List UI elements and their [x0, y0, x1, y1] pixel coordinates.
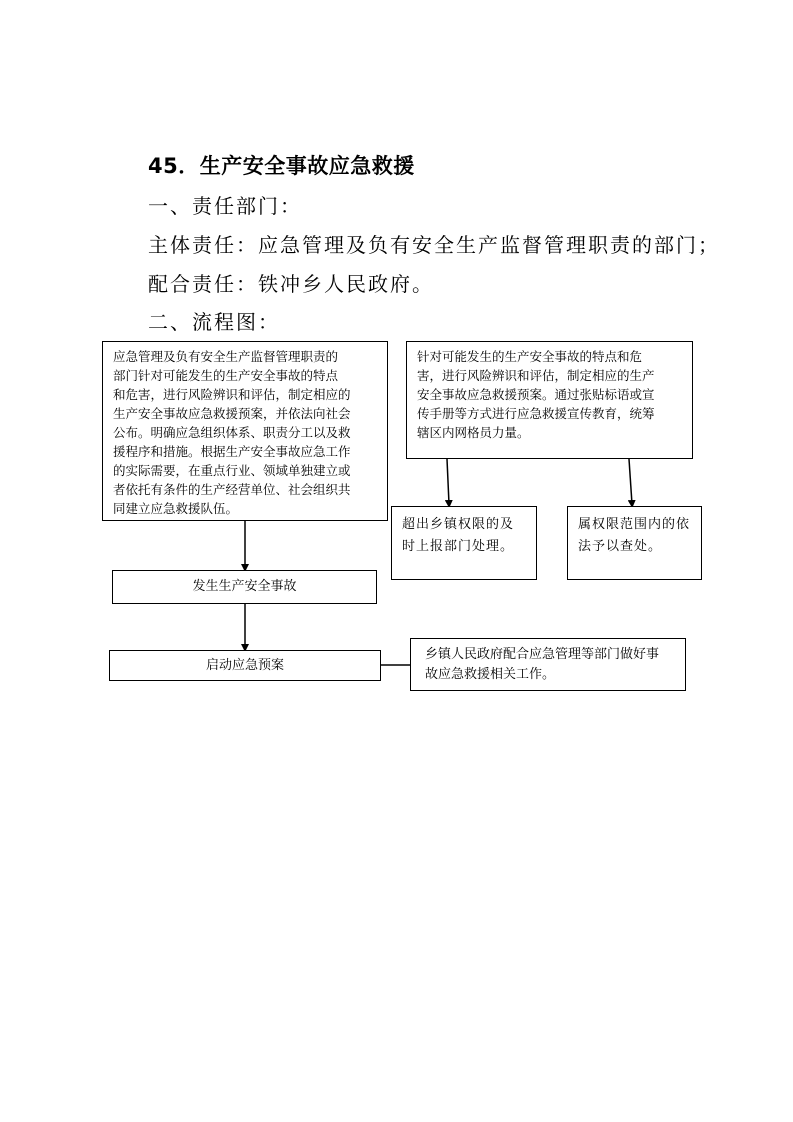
box-township-line: 故应急救援相关工作。	[425, 667, 556, 682]
box-prepare-line: 公布。明确应急组织体系、职责分工以及救	[113, 425, 351, 440]
box-township-cooperation	[410, 638, 686, 691]
box-prepare-line: 同建立应急救援队伍。	[113, 501, 239, 516]
box-publicize-line: 辖区内网格员力量。	[417, 425, 530, 440]
box-accident-occurs: 发生生产安全事故	[112, 570, 377, 604]
box-prepare-line: 应急管理及负有安全生产监督管理职责的	[113, 349, 339, 364]
box-prepare-line: 部门针对可能发生的生产安全事故的特点	[113, 368, 339, 383]
box-township-line: 乡镇人民政府配合应急管理等部门做好事	[425, 647, 660, 662]
section-heading: 45．生产安全事故应急救援	[148, 154, 415, 178]
box-launch-plan: 启动应急预案	[109, 650, 381, 681]
box-report-up-line: 超出乡镇权限的及	[402, 517, 515, 532]
primary-responsibility: 主体责任：应急管理及负有安全生产监督管理职责的部门；	[148, 233, 720, 257]
arrow-publicize-to-report-up	[447, 459, 449, 504]
box-prepare-line: 者依托有条件的生产经营单位、社会组织共	[113, 482, 351, 497]
box-prepare-line: 生产安全事故应急救援预案，并依法向社会	[113, 406, 351, 421]
box-emergency-preparation	[102, 341, 388, 521]
box-prepare-line: 和危害，进行风险辨识和评估，制定相应的	[113, 387, 351, 402]
box-publicize-line: 针对可能发生的生产安全事故的特点和危	[417, 349, 643, 364]
box-prepare-line: 援程序和措施。根据生产安全事故应急工作	[113, 444, 351, 459]
box-report-up-line: 时上报部门处理。	[402, 539, 515, 554]
box-publicize-line: 安全事故应急救援预案。通过张贴标语或宣	[417, 387, 655, 402]
flowchart-title: 二、流程图：	[148, 310, 280, 334]
box-publicize-line: 传手册等方式进行应急救援宣传教育，统筹	[417, 406, 655, 421]
box-risk-publicity	[406, 341, 693, 459]
box-handle-line: 法予以查处。	[578, 539, 663, 554]
box-report-up	[391, 506, 537, 580]
cooperating-responsibility: 配合责任：铁冲乡人民政府。	[148, 272, 434, 296]
responsible-dept-title: 一、责任部门：	[148, 194, 302, 218]
box-prepare-line: 的实际需要，在重点行业、领域单独建立或	[113, 463, 351, 478]
arrow-publicize-to-handle	[629, 459, 632, 504]
box-handle-locally	[567, 506, 702, 580]
box-publicize-line: 害，进行风险辨识和评估，制定相应的生产	[417, 368, 655, 383]
box-handle-line: 属权限范围内的依	[578, 517, 691, 532]
